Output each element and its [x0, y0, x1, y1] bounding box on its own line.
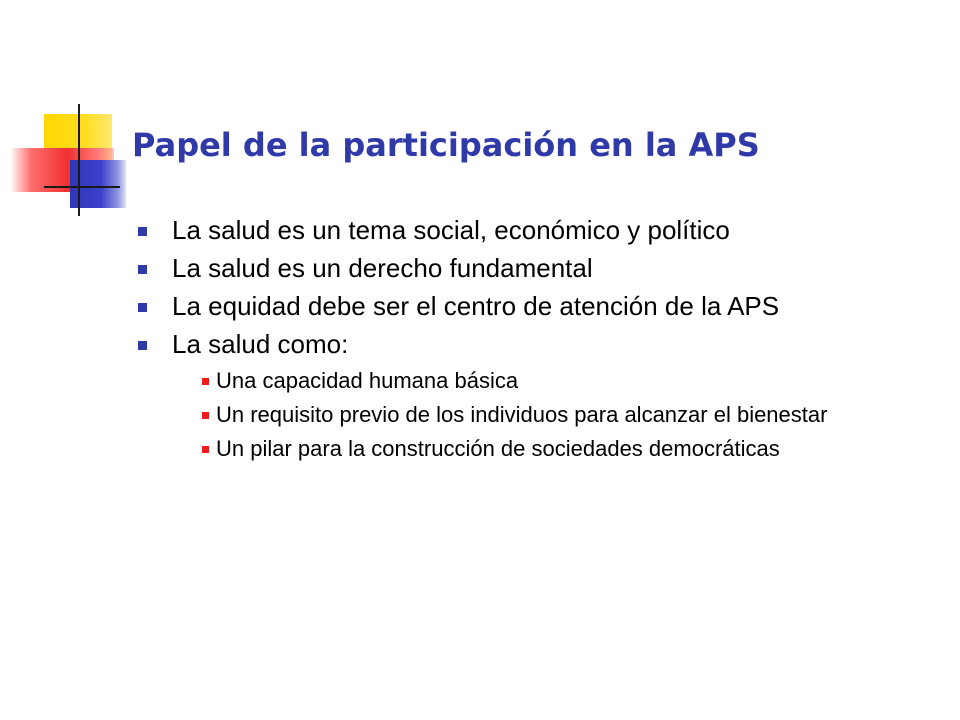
bullet-item — [130, 216, 850, 245]
bullet-item — [130, 330, 850, 461]
sub-bullet-item — [172, 437, 850, 461]
sub-bullet-item — [172, 403, 850, 427]
square-bullet-icon — [138, 265, 147, 274]
bullet-text: La salud como: — [172, 329, 349, 359]
decorative-logo — [0, 0, 140, 230]
horizontal-line — [44, 186, 120, 188]
square-bullet-icon — [138, 227, 147, 236]
vertical-line — [78, 104, 80, 216]
square-bullet-icon — [202, 412, 209, 419]
sub-bullet-text: Un requisito previo de los individuos para alcanzar el bienestar — [216, 402, 828, 427]
bullet-item — [130, 254, 850, 283]
sub-bullet-item — [172, 369, 850, 393]
sub-bullet-text: Una capacidad humana básica — [216, 368, 519, 393]
square-bullet-icon — [138, 303, 147, 312]
bullet-text: La equidad debe ser el centro de atención de la APS — [172, 291, 780, 321]
square-bullet-icon — [138, 341, 147, 350]
bullet-list — [130, 216, 850, 461]
slide-title: Papel de la participación en la APS — [132, 126, 760, 164]
bullet-item — [130, 292, 850, 321]
bullet-text: La salud es un tema social, económico y político — [172, 215, 730, 245]
slide-body — [130, 216, 850, 471]
sub-bullet-list — [172, 369, 850, 461]
square-bullet-icon — [202, 378, 209, 385]
sub-bullet-text: Un pilar para la construcción de sociedades democráticas — [216, 436, 780, 461]
bullet-text: La salud es un derecho fundamental — [172, 253, 593, 283]
square-bullet-icon — [202, 446, 209, 453]
